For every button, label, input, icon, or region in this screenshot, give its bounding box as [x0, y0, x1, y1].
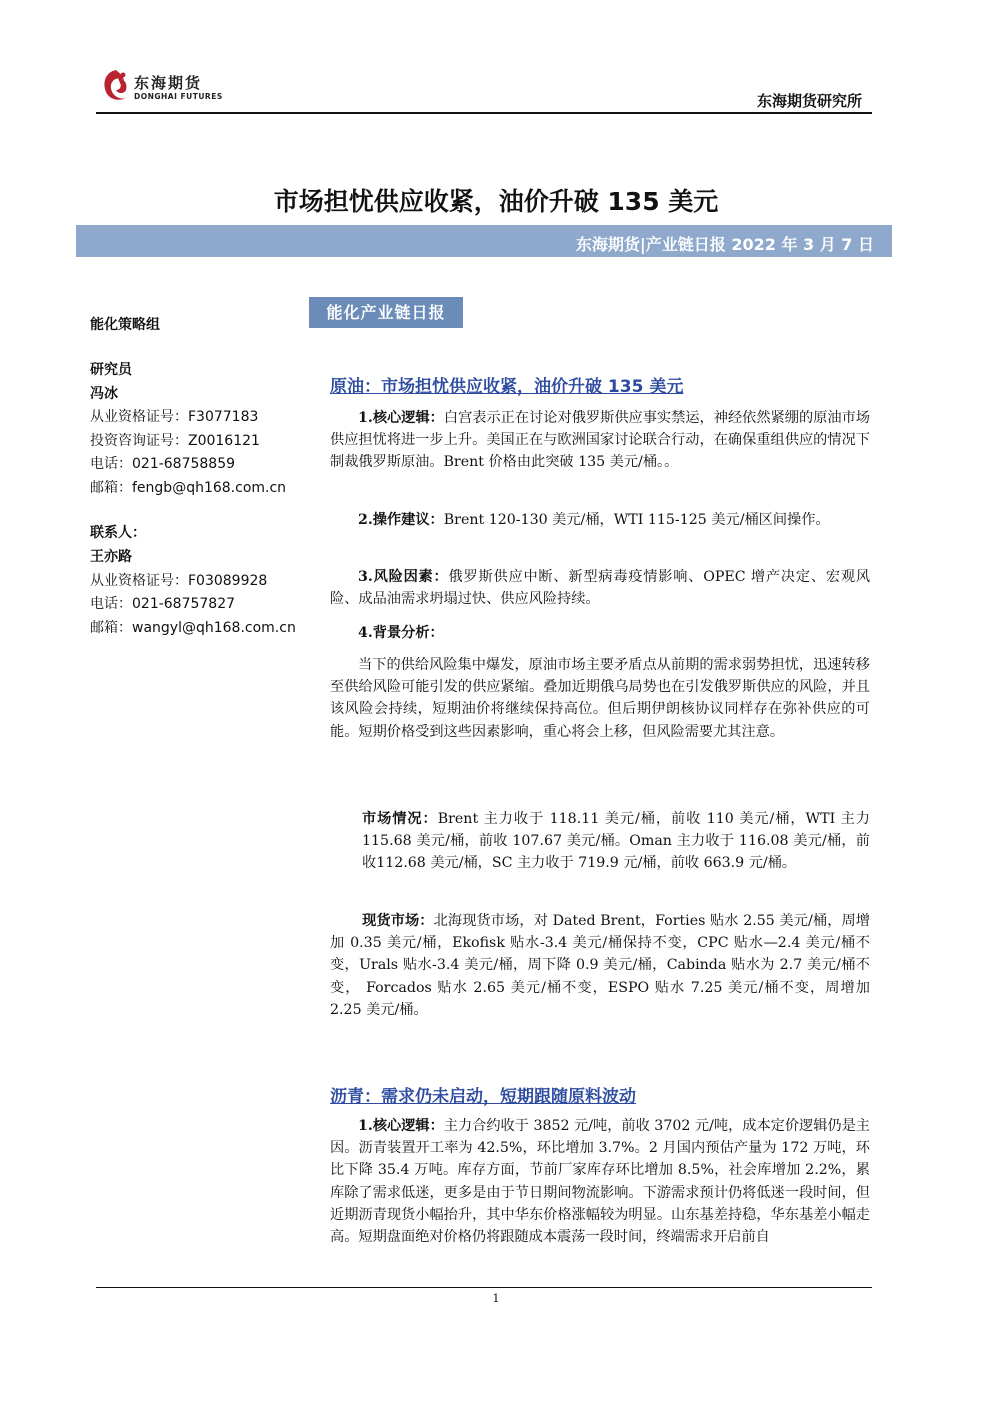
- crude-advice-label: 2.操作建议：: [358, 512, 444, 528]
- asphalt-core-logic-text: 主力合约收于 3852 元/吨，前收 3702 元/吨，成本定价逻辑仍是主因。沥青装置开工率为 42.5%，环比增加 3.7%。2 月国内预估产量为 172 万吨，环比下降 35.4 万吨。库存方面，节前厂家库存环比增加 8.5%，社会库增加 2.2%，累库除了需求低迷，更多是由于节日期间物流影响。下游需求预计仍将低迷一段时间，但近期沥青现货小幅抬升，其中华东价格涨幅较为明显。山东基差持稳，华东基差小幅走高。短期盘面绝对价格仍将跟随成本震荡一段时间，终端需求开启前自: [330, 1118, 870, 1246]
- asphalt-heading[interactable]: 沥青：需求仍未启动，短期跟随原料波动: [330, 1087, 636, 1107]
- crude-market-label: 市场情况：: [362, 811, 438, 827]
- crude-spot-text: 北海现货市场，对 Dated Brent，Forties 贴水 2.55 美元/桶，周增加 0.35 美元/桶，Ekofisk 贴水-3.4 美元/桶保持不变，CPC 贴水—2.4 美元/桶不变，Urals 贴水-3.4 美元/桶，周下降 0.9 美元/桶，Cabinda 贴水为 2.7 美元/桶不变， Forcados 贴水 2.65 美元/桶不变，ESPO 贴水 7.25 美元/桶不变，周增加 2.25 美元/桶。: [330, 913, 870, 1018]
- crude-spot: [330, 910, 870, 1021]
- crude-risk-label: 3.风险因素：: [358, 569, 449, 585]
- crude-market: [362, 808, 870, 875]
- contact-name: 王亦路: [90, 549, 132, 565]
- crude-background-label-line: [330, 622, 870, 644]
- crude-core-logic-text: 白宫表示正在讨论对俄罗斯供应事实禁运，神经依然紧绷的原油市场供应担忧将进一步上升。美国正在与欧洲国家讨论联合行动，在确保重组供应的情况下制裁俄罗斯原油。Brent 价格由此突破 135 美元/桶。。: [330, 410, 870, 471]
- strategy-group: 能化策略组: [90, 317, 160, 333]
- crude-advice-text: Brent 120-130 美元/桶，WTI 115-125 美元/桶区间操作。: [443, 512, 830, 528]
- asphalt-core-logic-label: 1.核心逻辑：: [358, 1118, 444, 1134]
- institute-name: 东海期货研究所: [756, 92, 862, 110]
- contact-qualification: 从业资格证号：F03089928: [90, 573, 268, 589]
- researcher-email[interactable]: 邮箱：fengb@qh168.com.cn: [90, 480, 287, 496]
- crude-risk-text: 俄罗斯供应中断、新型病毒疫情影响、OPEC 增产决定、宏观风险、成品油需求坍塌过快、供应风险持续。: [330, 569, 871, 608]
- crude-background-label: 4.背景分析：: [358, 625, 444, 641]
- researcher-phone: 电话：021-68758859: [90, 456, 236, 472]
- page-number: 1: [492, 1292, 500, 1305]
- researcher-qualification: 从业资格证号：F3077183: [90, 409, 259, 425]
- logo-text-en: DONGHAI FUTURES: [134, 92, 223, 101]
- crude-core-logic: [330, 407, 870, 474]
- company-logo: [98, 66, 238, 106]
- header-divider: [96, 112, 872, 114]
- crude-background-text: 当下的供给风险集中爆发，原油市场主要矛盾点从前期的需求弱势担忧，迅速转移至供给风险可能引发的供应紧缩。叠加近期俄乌局势也在引发俄罗斯供应的风险，并且该风险会持续，短期油价将继续保持高位。但后期伊朗核协议同样存在弥补供应的可能。短期价格受到这些因素影响，重心将会上移，但风险需要尤其注意。: [330, 657, 870, 740]
- crude-spot-label: 现货市场：: [362, 913, 434, 929]
- contact-email[interactable]: 邮箱：wangyl@qh168.com.cn: [90, 620, 296, 636]
- contact-phone: 电话：021-68757827: [90, 596, 236, 612]
- researcher-consult-id: 投资咨询证号：Z0016121: [90, 433, 260, 449]
- asphalt-core-logic: [330, 1115, 870, 1248]
- contact-label: 联系人：: [90, 525, 146, 541]
- crude-advice: [330, 509, 870, 531]
- crude-risk: [330, 566, 870, 610]
- researcher-name: 冯冰: [90, 386, 118, 402]
- footer-divider: [96, 1287, 872, 1288]
- crude-core-logic-label: 1.核心逻辑：: [358, 410, 444, 426]
- section-tag: 能化产业链日报: [309, 297, 463, 328]
- crude-market-text: Brent 主力收于 118.11 美元/桶，前收 110 美元/桶，WTI 主力 115.68 美元/桶，前收 107.67 美元/桶。Oman 主力收于 116.08 美元/桶，前收112.68 美元/桶，SC 主力收于 719.9 元/桶，前收 663.9 元/桶。: [362, 811, 870, 872]
- report-date-line: 东海期货|产业链日报 2022 年 3 月 7 日: [575, 235, 874, 254]
- dragon-logo-icon: [98, 66, 134, 106]
- logo-text-cn: 东海期货: [134, 74, 203, 92]
- page-title: 市场担忧供应收紧，油价升破 135 美元: [273, 187, 719, 216]
- crude-heading[interactable]: 原油：市场担忧供应收紧，油价升破 135 美元: [330, 377, 684, 397]
- researcher-label: 研究员: [90, 362, 132, 378]
